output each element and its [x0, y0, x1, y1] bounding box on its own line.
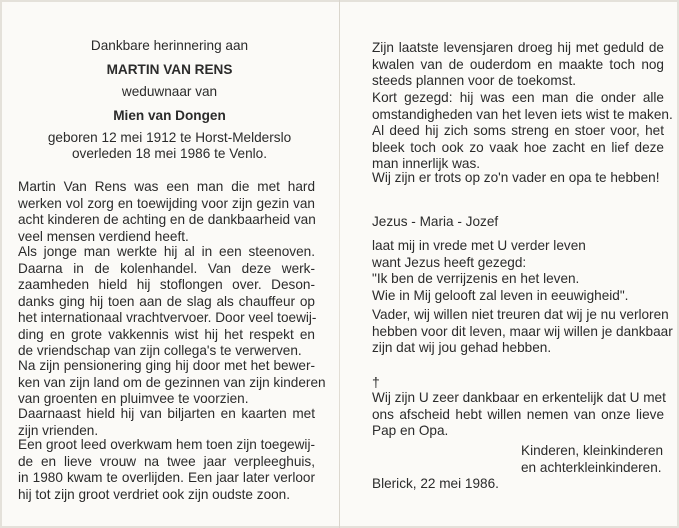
cross-icon: †: [372, 374, 380, 390]
text-line: zaamheden hield hij stoflongen over. Deson-: [18, 277, 315, 292]
text-line: Als jonge man werkte hij al in een steenoven.: [18, 244, 315, 259]
text-line: ding en grote vakkennis wist hij het respekt en: [18, 326, 315, 342]
text-line: ken van zijn land om de gezinnen van zijn kinderen: [18, 374, 326, 390]
right-page: [340, 0, 679, 528]
birth-line: geboren 12 mei 1912 te Horst-Melderslo: [47, 130, 292, 145]
spouse-name: Mien van Dongen: [113, 108, 226, 123]
text-line: danks ging hij toen aan de slag als chauffeur op: [18, 293, 315, 309]
text-line: Daarnaast hield hij van biljarten en kaarten met: [18, 406, 315, 421]
text-line: Wij zijn U zeer dankbaar en erkentelijk dat U met: [372, 390, 666, 405]
text-line: Zijn laatste levensjaren droeg hij met geduld de: [372, 40, 664, 55]
deceased-name: MARTIN VAN RENS: [106, 62, 233, 77]
text-line: Pap en Opa.: [372, 423, 449, 438]
death-line: overleden 18 mei 1986 te Venlo.: [72, 146, 267, 161]
text-line: werken vol zorg en toewijding voor zijn gezin van: [18, 195, 315, 211]
text-line: Een groot leed overkwam hem toen zijn toegewij-: [18, 437, 315, 452]
prayer-block: [372, 238, 664, 304]
text-line: laat mij in vrede met U verder leven: [372, 238, 586, 253]
text-line: van groenten en pluimvee te voorzien.: [18, 391, 249, 406]
text-line: Na zijn pensionering ging hij door met het bewer-: [18, 358, 315, 373]
text-line: Wij zijn er trots op zo'n vader en opa te hebben!: [372, 170, 660, 185]
biography-paragraph-2: [18, 244, 315, 360]
text-line: het internationaal vrachtvervoer. Door veel toewij-: [18, 310, 317, 325]
text-line: man innerlijk was.: [372, 156, 481, 171]
biography-paragraph-3: [18, 358, 326, 408]
text-line: hij tot zijn groot verdriet ook zijn oudste zoon.: [18, 486, 291, 502]
left-page: [0, 0, 339, 528]
text-line: ons afscheid hebt willen nemen van onze lieve: [372, 406, 664, 422]
biography-paragraph-1: [18, 179, 315, 245]
reflection-paragraph-1: [372, 40, 664, 90]
reflection-paragraph-3: [372, 170, 672, 187]
text-line: Blerick, 22 mei 1986.: [372, 476, 499, 491]
text-line: zijn dat wij jou gehad hebben.: [372, 340, 552, 355]
text-line: bleek toch ook zo vaak hoe zacht en lief deze: [372, 139, 664, 155]
text-line: veel mensen verdiend heeft.: [18, 228, 189, 244]
text-line: kwalen van de ouderdom en maakte toch nog: [372, 56, 664, 72]
farewell-paragraph: [372, 307, 673, 357]
text-line: Al deed hij zich soms streng en stoer voor, het: [372, 123, 664, 138]
text-line: hebben voor dit leven, maar wij willen je dankbaar: [372, 323, 673, 339]
text-line: de vriendschap van zijn collega's te verwerven.: [18, 343, 302, 358]
text-line: Vader, wij willen niet treuren dat wij je nu verloren: [372, 307, 669, 322]
text-line: want Jezus heeft gezegd:: [372, 254, 527, 270]
text-line: Wie in Mij gelooft zal leven in eeuwigheid".: [372, 287, 629, 303]
text-line: Daarna in de kolenhandel. Van deze werk-: [18, 260, 315, 276]
text-line: acht kinderen de achting en de dankbaarheid van: [18, 212, 316, 227]
text-line: steeds plannen voor de toekomst.: [372, 73, 577, 88]
thanks-paragraph: [372, 390, 664, 440]
text-line: Kort gezegd: hij was een man die onder alle: [372, 90, 664, 105]
text-line: omstandigheden van het leven iets wist te maken.: [372, 106, 673, 122]
signature-block: [521, 443, 666, 476]
text-line: Kinderen, kleinkinderen: [521, 443, 664, 458]
text-line: Jezus - Maria - Jozef: [372, 214, 499, 229]
reflection-paragraph-2: [372, 90, 673, 173]
text-line: de en lieve vrouw na twee jaar verpleeghuis,: [18, 453, 315, 469]
text-line: zijn vrienden.: [18, 422, 99, 438]
place-date: [372, 476, 664, 493]
biography-paragraph-4: [18, 406, 315, 439]
widower-text: weduwnaar van: [121, 84, 218, 99]
prayer-title: [372, 214, 664, 231]
text-line: en achterkleinkinderen.: [521, 459, 662, 475]
intro-text: Dankbare herinnering aan: [90, 38, 249, 53]
text-line: "Ik ben de verrijzenis en het leven.: [372, 271, 580, 286]
text-line: Martin Van Rens was een man die met hard: [18, 179, 315, 194]
biography-paragraph-5: [18, 437, 315, 503]
text-line: in 1980 kwam te overlijden. Een jaar later verloor: [18, 470, 315, 485]
